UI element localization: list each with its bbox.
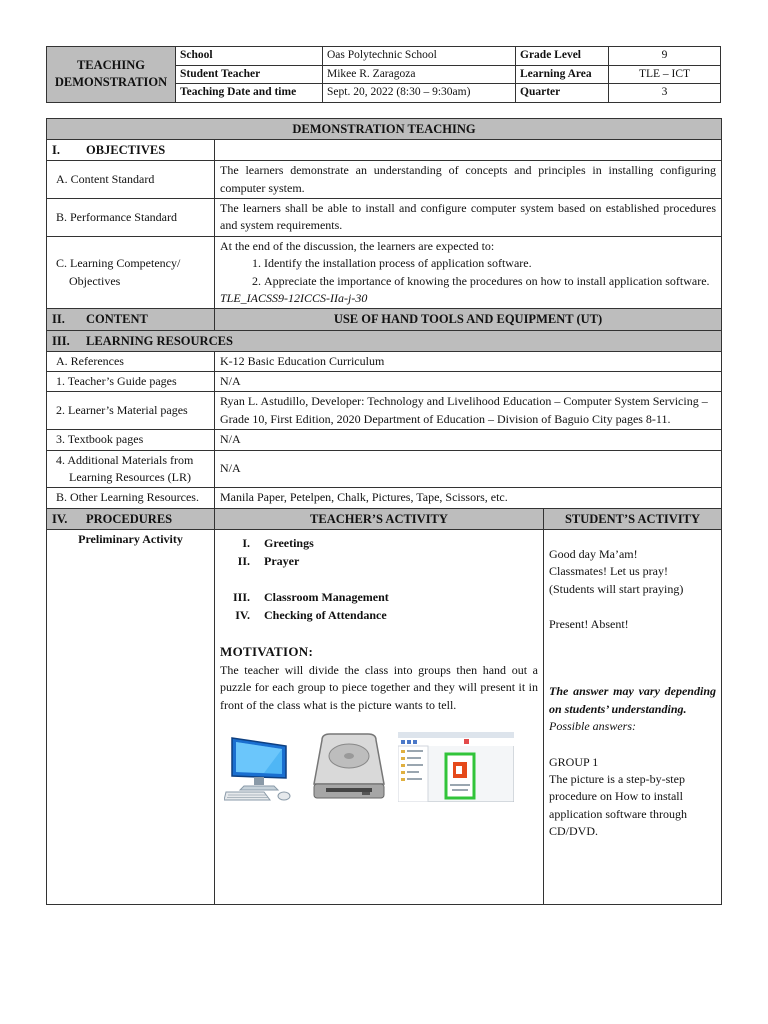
teachers-guide-label: 1. Teacher’s Guide pages bbox=[47, 372, 215, 392]
student-possible-answers: Possible answers: bbox=[549, 719, 636, 734]
resources-heading-text: LEARNING RESOURCES bbox=[86, 333, 233, 348]
header-value-area: TLE – ICT bbox=[609, 65, 721, 84]
student-line: Good day Ma’am! bbox=[549, 546, 638, 561]
computer-icon bbox=[224, 736, 300, 802]
learners-material-label: 2. Learner’s Material pages bbox=[47, 392, 215, 430]
preliminary-activity-label: Preliminary Activity bbox=[47, 529, 215, 904]
resources-heading-num: III. bbox=[52, 333, 70, 348]
motivation-text: The teacher will divide the class into groups then hand out a puzzle for each group to piece together and they will present it in front of the class what is the picture wants to tell. bbox=[220, 662, 538, 712]
header-label-teacher: Student Teacher bbox=[176, 65, 323, 84]
competency-cell bbox=[215, 236, 722, 309]
procedures-heading-num: IV. bbox=[52, 511, 68, 526]
header-value-grade: 9 bbox=[609, 47, 721, 66]
header-label-school: School bbox=[176, 47, 323, 66]
list-item-text: Greetings bbox=[264, 535, 314, 550]
textbook-label: 3. Textbook pages bbox=[47, 430, 215, 450]
competency-list bbox=[220, 255, 716, 290]
group-label: GROUP 1 bbox=[549, 754, 599, 769]
list-item bbox=[220, 553, 538, 571]
teacher-activity-list bbox=[220, 535, 538, 625]
group-text: The picture is a step-by-step procedure on How to install application software through CD/DVD. bbox=[549, 772, 687, 839]
additional-materials-value: N/A bbox=[215, 450, 722, 488]
content-value: USE OF HAND TOOLS AND EQUIPMENT (UT) bbox=[215, 309, 722, 330]
installer-screenshot-icon bbox=[398, 732, 514, 802]
performance-standard-text: The learners shall be able to install and configure computer system based on established procedures and system requirements. bbox=[215, 199, 722, 237]
list-item bbox=[220, 589, 538, 607]
list-item-text: Prayer bbox=[264, 553, 300, 568]
content-standard-text: The learners demonstrate an understanding of concepts and principles in installing configuring computer system. bbox=[215, 161, 722, 199]
competency-item: 2. Appreciate the importance of knowing the procedures on how to install application software. bbox=[264, 273, 716, 290]
header-label-quarter: Quarter bbox=[516, 84, 609, 103]
student-activity-cell bbox=[544, 529, 722, 904]
learners-material-value: Ryan L. Astudillo, Developer: Technology and Livelihood Education – Computer System Servicing – Grade 10, First Edition, 2020 Department of Education – Division of Baguio City pages 8-11. bbox=[215, 392, 722, 430]
header-label-date: Teaching Date and time bbox=[176, 84, 323, 103]
student-line: Classmates! Let us pray! bbox=[549, 564, 668, 579]
objectives-heading-text: OBJECTIVES bbox=[86, 143, 166, 158]
references-label: A. References bbox=[47, 351, 215, 371]
student-line: (Students will start praying) bbox=[549, 581, 684, 596]
header-label-grade: Grade Level bbox=[516, 47, 609, 66]
header-value-quarter: 3 bbox=[609, 84, 721, 103]
procedures-heading-text: PROCEDURES bbox=[86, 511, 173, 526]
objectives-heading-blank bbox=[215, 140, 722, 161]
list-item bbox=[220, 607, 538, 625]
additional-materials-label: 4. Additional Materials from Learning Resources (LR) bbox=[47, 450, 215, 488]
motivation-heading: MOTIVATION: bbox=[220, 643, 314, 659]
competency-intro: At the end of the discussion, the learners are expected to: bbox=[220, 238, 495, 253]
other-resources-label: B. Other Learning Resources. bbox=[47, 488, 215, 508]
motivation-pictures bbox=[220, 732, 538, 802]
header-title: TEACHING DEMONSTRATION bbox=[47, 47, 176, 103]
list-item-text: Checking of Attendance bbox=[264, 607, 387, 622]
teacher-activity-header: TEACHER’S ACTIVITY bbox=[215, 508, 544, 529]
list-item bbox=[220, 535, 538, 553]
header-value-school: Oas Polytechnic School bbox=[323, 47, 516, 66]
teacher-activity-cell bbox=[215, 529, 544, 904]
performance-standard-label: B. Performance Standard bbox=[47, 199, 215, 237]
content-heading-num: II. bbox=[52, 312, 65, 327]
student-present: Present! Absent! bbox=[549, 617, 629, 632]
main-title: DEMONSTRATION TEACHING bbox=[47, 119, 722, 140]
competency-label: C. Learning Competency/ Objectives bbox=[47, 236, 215, 309]
resources-heading bbox=[47, 330, 722, 351]
teachers-guide-value: N/A bbox=[215, 372, 722, 392]
list-item-num: I. bbox=[242, 535, 250, 550]
content-heading bbox=[47, 309, 215, 330]
student-activity-header: STUDENT’S ACTIVITY bbox=[544, 508, 722, 529]
competency-code: TLE_IACSS9-12ICCS-IIa-j-30 bbox=[220, 290, 368, 305]
lesson-plan-table bbox=[46, 118, 722, 905]
content-standard-label: A. Content Standard bbox=[47, 161, 215, 199]
header-label-area: Learning Area bbox=[516, 65, 609, 84]
header-value-teacher: Mikee R. Zaragoza bbox=[323, 65, 516, 84]
objectives-heading bbox=[47, 140, 215, 161]
objectives-heading-num: I. bbox=[52, 143, 60, 158]
list-item-text: Classroom Management bbox=[264, 589, 389, 604]
references-value: K-12 Basic Education Curriculum bbox=[215, 351, 722, 371]
list-item-num: II. bbox=[237, 553, 250, 568]
textbook-value: N/A bbox=[215, 430, 722, 450]
list-item-num: IV. bbox=[235, 607, 250, 622]
list-item-num: III. bbox=[232, 589, 250, 604]
list-item-num bbox=[220, 571, 264, 589]
content-heading-text: CONTENT bbox=[86, 312, 148, 327]
competency-item: 1. Identify the installation process of application software. bbox=[264, 255, 716, 272]
list-item bbox=[220, 571, 538, 589]
header-value-date: Sept. 20, 2022 (8:30 – 9:30am) bbox=[323, 84, 516, 103]
cd-drive-icon bbox=[312, 732, 386, 802]
student-answer-note: The answer may vary depending on students’ understanding. bbox=[549, 684, 716, 716]
procedures-heading bbox=[47, 508, 215, 529]
header-table bbox=[46, 46, 721, 103]
other-resources-value: Manila Paper, Petelpen, Chalk, Pictures, Tape, Scissors, etc. bbox=[215, 488, 722, 508]
